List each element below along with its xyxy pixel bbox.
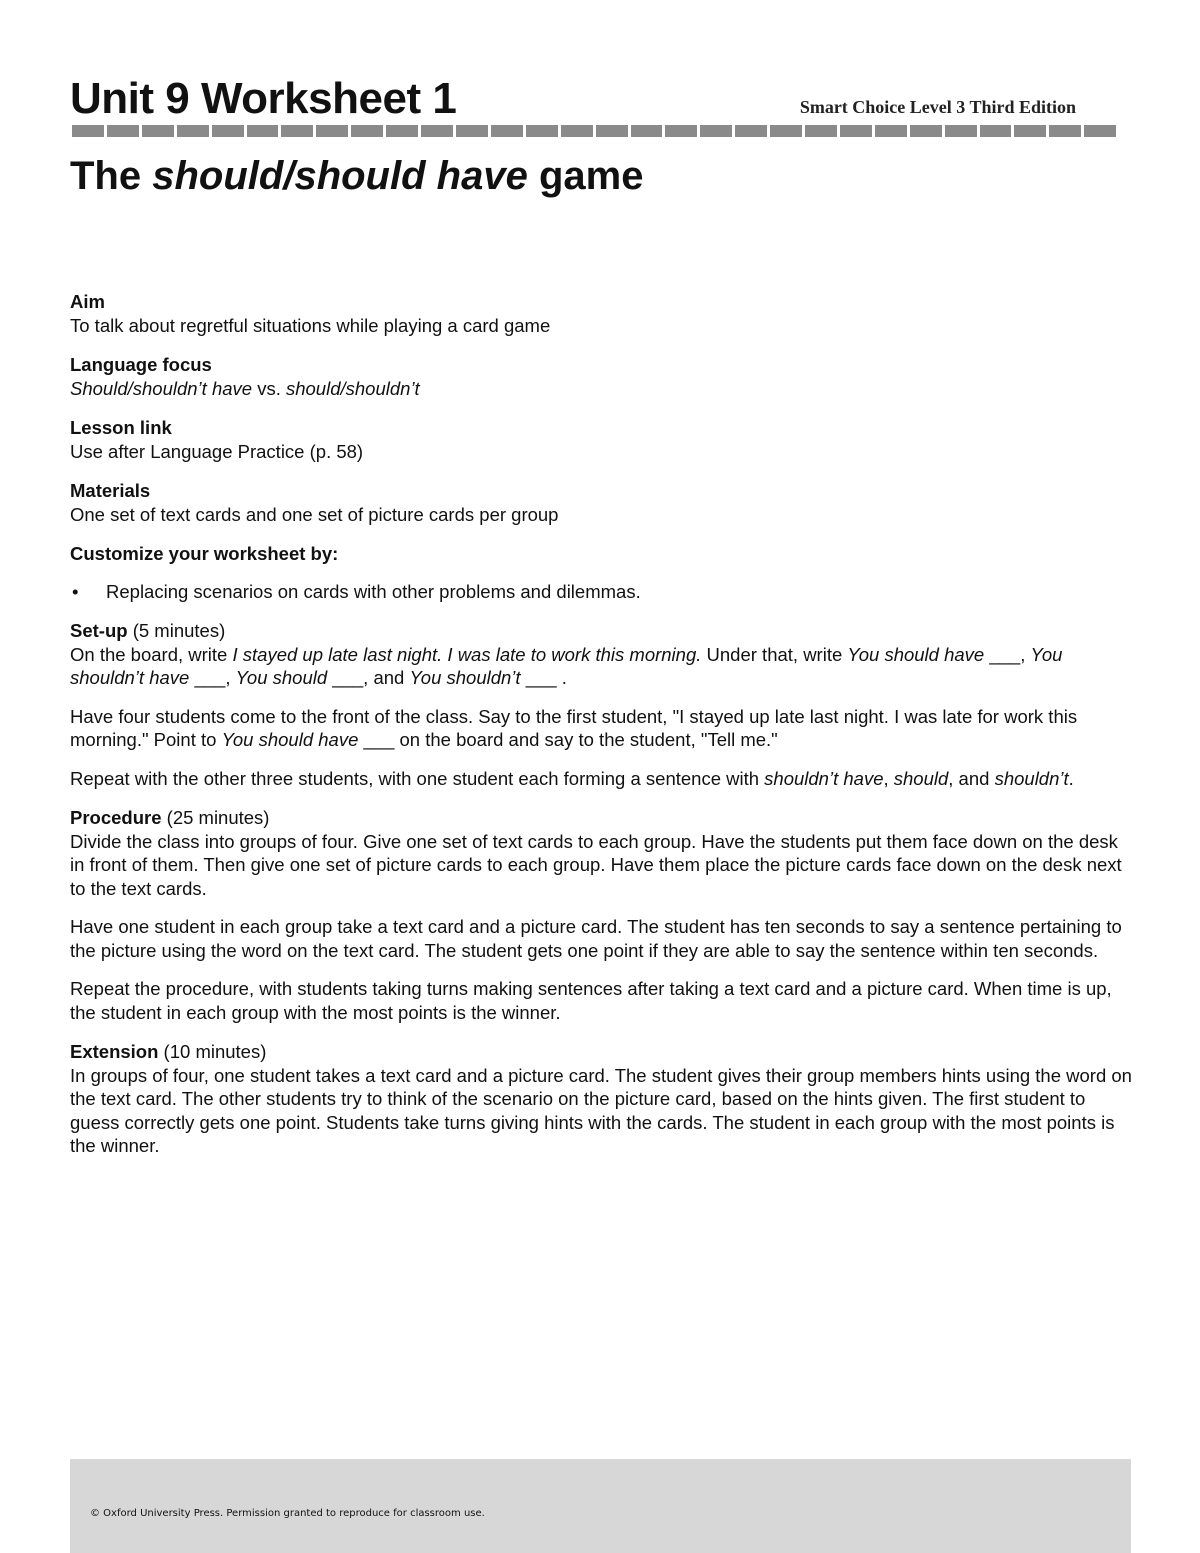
divider-segment [212,125,244,137]
divider-segment [631,125,663,137]
customize-list [70,580,1132,604]
title-italic: should/should have [152,154,528,198]
text-run: ___, [984,643,1031,665]
text-run: Repeat with the other three students, with one student each forming a sentence with [70,767,765,789]
page-header [70,74,1116,124]
divider-segment [805,125,837,137]
divider-segment [107,125,139,137]
setup-heading-label: Set-up [70,620,128,641]
language-focus-text [70,377,1132,401]
divider-segment [421,125,453,137]
title-pre: The [70,154,153,198]
divider-segment [491,125,523,137]
divider-segment [700,125,732,137]
text-run: I stayed up late last night. I was late to work this morning. [232,643,702,665]
lesson-link-text: Use after Language Practice (p. 58) [70,440,364,462]
divider-segment [526,125,558,137]
text-run: ___ on the board and say to the student, "Tell me." [358,729,778,750]
text-run: shouldn’t [994,767,1069,789]
divider-segment [456,125,488,137]
text-run: You shouldn’t have [70,643,1063,688]
divider-segment [980,125,1012,137]
worksheet-content [70,290,1132,1174]
procedure-heading-label: Procedure [70,807,162,828]
lesson-link-section [70,416,1132,463]
customize-heading: Customize your worksheet by: [70,543,339,564]
divider-segment [316,125,348,137]
title-post: game [527,154,644,198]
text-run: . [1068,767,1074,789]
text-run: ___, and [327,667,410,688]
materials-section [70,479,1132,526]
aim-text: To talk about regretful situations while playing a card game [70,314,551,336]
text-run: should [893,767,949,789]
language-focus-text-b: vs. [252,377,286,399]
materials-heading: Materials [70,480,151,501]
aim-heading: Aim [70,291,105,312]
divider-segment [1084,125,1116,137]
text-run: Have four students come to the front of the class. Say to the first student, "I stayed up late last night. I was late for work this morning." Point to [70,705,1078,750]
extension-duration: (10 minutes) [158,1041,267,1062]
procedure-paragraph-1: Divide the class into groups of four. Give one set of text cards to each group. Have the students put them face down on the desk in front of them. Then give one set of picture cards to each group. Have them place the picture cards face down on the desk next to the text cards. [70,830,1122,899]
divider-segment [177,125,209,137]
divider-segment [875,125,907,137]
divider-segment [247,125,279,137]
extension-paragraph-1: In groups of four, one student takes a text card and a picture card. The student gives their group members hints using the word on the text card. The other students try to think of the scenario on the picture card, based on the hints given. The first student to guess correctly gets one point. Students take turns giving hints with the cards. The student in each group with the most points is the winner. [70,1064,1132,1156]
divider-segment [1049,125,1081,137]
divider-segment [72,125,104,137]
text-run: You should have [221,729,359,750]
extension-heading [70,1040,1132,1064]
page-footer [70,1459,1131,1553]
setup-duration: (5 minutes) [127,620,226,641]
procedure-paragraph-2: Have one student in each group take a text card and a picture card. The student has ten seconds to say a sentence pertaining to the picture using the word on the text card. The student gets one point if they are able to say the sentence within ten seconds. [70,916,1122,961]
divider-segment [770,125,802,137]
language-focus-text-c: should/shouldn’t [285,377,420,399]
aim-section [70,290,1132,337]
text-run: shouldn’t have [764,767,884,789]
setup-paragraph-2 [70,705,1132,752]
page-title [70,152,643,200]
copyright-notice: © Oxford University Press. Permission granted to reproduce for classroom use. [90,1508,485,1519]
materials-text: One set of text cards and one set of picture cards per group [70,503,559,525]
procedure-duration: (25 minutes) [161,807,270,828]
text-run: , [883,767,894,789]
divider-segment [840,125,872,137]
text-run: ___ . [520,667,567,688]
series-name: Smart Choice Level 3 Third Edition [799,97,1076,117]
text-run: , and [948,767,995,789]
divider-segment [1014,125,1046,137]
setup-section [70,619,1132,790]
list-item: • Replacing scenarios on cards with other problems and dilemmas. [70,580,1132,604]
procedure-paragraph-3: Repeat the procedure, with students taking turns making sentences after taking a text card and a picture card. When time is up, the student in each group with the most points is the winner. [70,978,1112,1023]
language-focus-heading: Language focus [70,354,212,375]
procedure-heading [70,806,1132,830]
divider-segment [281,125,313,137]
divider-segment [561,125,593,137]
language-focus-section [70,353,1132,400]
divider-segment [665,125,697,137]
setup-paragraph-1 [70,643,1132,690]
setup-heading [70,619,1132,643]
divider-segment [386,125,418,137]
divider-segment [735,125,767,137]
unit-title: Unit 9 Worksheet 1 [70,74,457,123]
text-run: Under that, write [701,643,848,665]
text-run: On the board, write [70,643,233,665]
text-run: You should have [847,643,985,665]
procedure-section [70,806,1132,1024]
header-divider [72,125,1116,137]
lesson-link-heading: Lesson link [70,417,172,438]
divider-segment [596,125,628,137]
customize-section [70,542,1132,603]
divider-segment [910,125,942,137]
text-run: You should [235,667,328,688]
setup-paragraph-3 [70,767,1132,791]
divider-segment [945,125,977,137]
language-focus-text-a: Should/shouldn’t have [70,377,253,399]
divider-segment [142,125,174,137]
text-run: You shouldn’t [409,667,521,688]
divider-segment [351,125,383,137]
text-run: ___, [189,667,236,688]
extension-heading-label: Extension [70,1041,159,1062]
extension-section [70,1040,1132,1158]
